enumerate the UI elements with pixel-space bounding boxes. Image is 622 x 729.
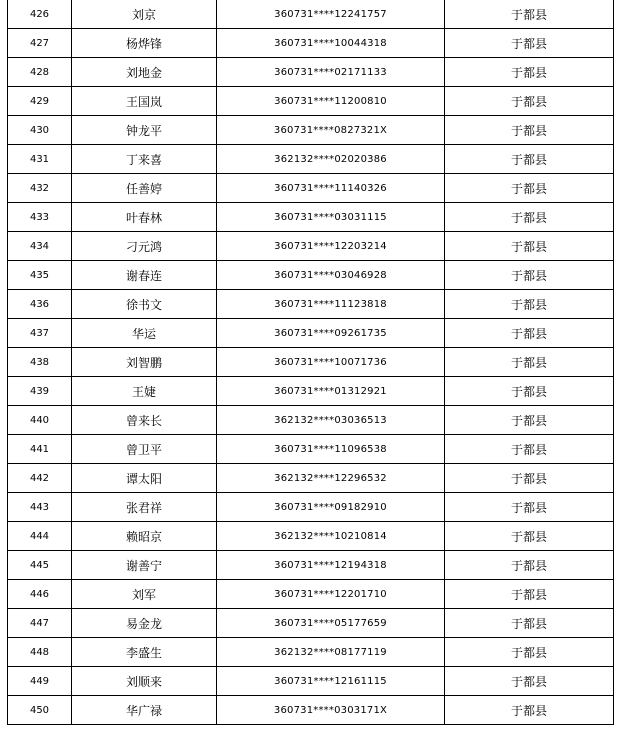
name-cell: 刘智鹏 <box>72 348 217 377</box>
name-cell: 杨烨锋 <box>72 29 217 58</box>
id-number-cell: 360731****03031115 <box>217 203 445 232</box>
name-cell: 华广禄 <box>72 696 217 725</box>
name-cell: 刘地金 <box>72 58 217 87</box>
county-cell: 于都县 <box>445 58 614 87</box>
row-number-cell: 443 <box>8 493 72 522</box>
row-number-cell: 440 <box>8 406 72 435</box>
county-cell: 于都县 <box>445 377 614 406</box>
row-number-cell: 426 <box>8 0 72 29</box>
row-number-cell: 432 <box>8 174 72 203</box>
table-row <box>8 29 614 58</box>
name-cell: 刁元鸿 <box>72 232 217 261</box>
name-cell: 易金龙 <box>72 609 217 638</box>
id-number-cell: 360731****11200810 <box>217 87 445 116</box>
id-number-cell: 360731****12194318 <box>217 551 445 580</box>
id-number-cell: 360731****12161115 <box>217 667 445 696</box>
table-row <box>8 348 614 377</box>
county-cell: 于都县 <box>445 435 614 464</box>
id-number-cell: 360731****09182910 <box>217 493 445 522</box>
county-cell: 于都县 <box>445 551 614 580</box>
row-number-cell: 439 <box>8 377 72 406</box>
table-row <box>8 667 614 696</box>
table-row <box>8 145 614 174</box>
row-number-cell: 447 <box>8 609 72 638</box>
row-number-cell: 446 <box>8 580 72 609</box>
name-cell: 谢善宁 <box>72 551 217 580</box>
id-number-cell: 360731****05177659 <box>217 609 445 638</box>
name-cell: 谭太阳 <box>72 464 217 493</box>
name-cell: 丁来喜 <box>72 145 217 174</box>
county-cell: 于都县 <box>445 116 614 145</box>
row-number-cell: 436 <box>8 290 72 319</box>
table-row <box>8 261 614 290</box>
row-number-cell: 449 <box>8 667 72 696</box>
row-number-cell: 428 <box>8 58 72 87</box>
table-row <box>8 406 614 435</box>
id-number-cell: 360731****12241757 <box>217 0 445 29</box>
name-cell: 刘顺来 <box>72 667 217 696</box>
county-cell: 于都县 <box>445 522 614 551</box>
county-cell: 于都县 <box>445 638 614 667</box>
table-row <box>8 580 614 609</box>
name-cell: 徐书文 <box>72 290 217 319</box>
id-number-cell: 360731****11140326 <box>217 174 445 203</box>
id-number-cell: 360731****11096538 <box>217 435 445 464</box>
table-row <box>8 232 614 261</box>
id-number-cell: 360731****09261735 <box>217 319 445 348</box>
table-row <box>8 696 614 725</box>
id-number-cell: 362132****10210814 <box>217 522 445 551</box>
county-cell: 于都县 <box>445 232 614 261</box>
id-number-cell: 362132****02020386 <box>217 145 445 174</box>
name-cell: 谢春连 <box>72 261 217 290</box>
name-cell: 李盛生 <box>72 638 217 667</box>
table-row <box>8 0 614 29</box>
id-number-cell: 360731****02171133 <box>217 58 445 87</box>
row-number-cell: 438 <box>8 348 72 377</box>
county-cell: 于都县 <box>445 145 614 174</box>
county-cell: 于都县 <box>445 203 614 232</box>
id-number-cell: 360731****12201710 <box>217 580 445 609</box>
table-row <box>8 203 614 232</box>
name-cell: 曾来长 <box>72 406 217 435</box>
row-number-cell: 429 <box>8 87 72 116</box>
county-cell: 于都县 <box>445 609 614 638</box>
table-row <box>8 319 614 348</box>
name-cell: 王婕 <box>72 377 217 406</box>
row-number-cell: 435 <box>8 261 72 290</box>
county-cell: 于都县 <box>445 667 614 696</box>
table-row <box>8 58 614 87</box>
id-number-cell: 360731****0303171X <box>217 696 445 725</box>
name-cell: 华运 <box>72 319 217 348</box>
table-row <box>8 551 614 580</box>
table-row <box>8 290 614 319</box>
row-number-cell: 442 <box>8 464 72 493</box>
table-row <box>8 609 614 638</box>
roster-table <box>7 0 614 725</box>
row-number-cell: 430 <box>8 116 72 145</box>
name-cell: 刘军 <box>72 580 217 609</box>
table-row <box>8 464 614 493</box>
county-cell: 于都县 <box>445 348 614 377</box>
table-row <box>8 522 614 551</box>
table-row <box>8 638 614 667</box>
table-row <box>8 435 614 464</box>
name-cell: 刘京 <box>72 0 217 29</box>
id-number-cell: 360731****01312921 <box>217 377 445 406</box>
row-number-cell: 431 <box>8 145 72 174</box>
county-cell: 于都县 <box>445 0 614 29</box>
row-number-cell: 450 <box>8 696 72 725</box>
name-cell: 钟龙平 <box>72 116 217 145</box>
id-number-cell: 360731****03046928 <box>217 261 445 290</box>
county-cell: 于都县 <box>445 29 614 58</box>
name-cell: 张君祥 <box>72 493 217 522</box>
id-number-cell: 360731****11123818 <box>217 290 445 319</box>
county-cell: 于都县 <box>445 174 614 203</box>
county-cell: 于都县 <box>445 319 614 348</box>
table-row <box>8 174 614 203</box>
name-cell: 曾卫平 <box>72 435 217 464</box>
name-cell: 叶春林 <box>72 203 217 232</box>
row-number-cell: 441 <box>8 435 72 464</box>
row-number-cell: 433 <box>8 203 72 232</box>
name-cell: 任善婷 <box>72 174 217 203</box>
id-number-cell: 360731****10071736 <box>217 348 445 377</box>
row-number-cell: 437 <box>8 319 72 348</box>
row-number-cell: 434 <box>8 232 72 261</box>
county-cell: 于都县 <box>445 580 614 609</box>
county-cell: 于都县 <box>445 87 614 116</box>
roster-table-body <box>8 0 614 725</box>
table-row <box>8 493 614 522</box>
county-cell: 于都县 <box>445 261 614 290</box>
county-cell: 于都县 <box>445 290 614 319</box>
id-number-cell: 362132****08177119 <box>217 638 445 667</box>
county-cell: 于都县 <box>445 406 614 435</box>
table-row <box>8 377 614 406</box>
county-cell: 于都县 <box>445 696 614 725</box>
id-number-cell: 362132****12296532 <box>217 464 445 493</box>
county-cell: 于都县 <box>445 464 614 493</box>
table-row <box>8 116 614 145</box>
row-number-cell: 444 <box>8 522 72 551</box>
row-number-cell: 448 <box>8 638 72 667</box>
id-number-cell: 360731****12203214 <box>217 232 445 261</box>
county-cell: 于都县 <box>445 493 614 522</box>
name-cell: 赖昭京 <box>72 522 217 551</box>
id-number-cell: 360731****0827321X <box>217 116 445 145</box>
row-number-cell: 445 <box>8 551 72 580</box>
table-row <box>8 87 614 116</box>
row-number-cell: 427 <box>8 29 72 58</box>
id-number-cell: 360731****10044318 <box>217 29 445 58</box>
id-number-cell: 362132****03036513 <box>217 406 445 435</box>
name-cell: 王国岚 <box>72 87 217 116</box>
